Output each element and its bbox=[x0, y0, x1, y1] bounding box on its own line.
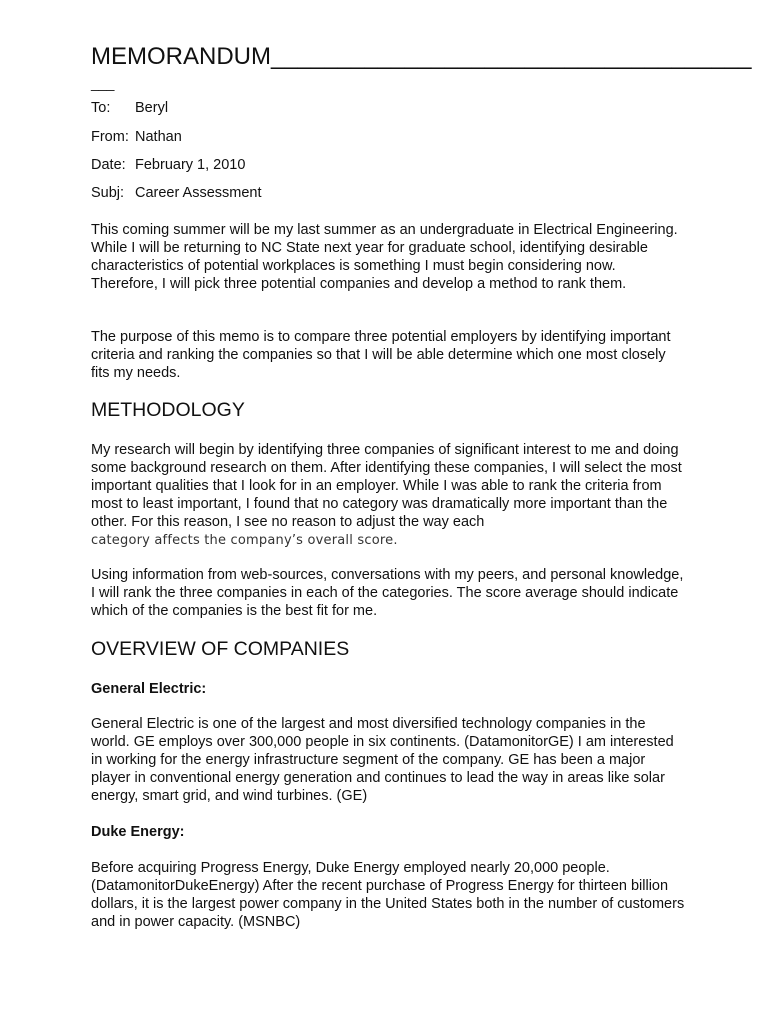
duke-heading: Duke Energy: bbox=[91, 824, 185, 840]
methodology-paragraph-1-main: My research will begin by identifying three companies of significant interest to me and doing some background research on them. After identifying these companies, I will select the most important qualities that I look for in an employer. While I was able to rank the criteria from most to least important, I found that no category was dramatically more important than the other. For this reason, I see no reason to adjust the way each bbox=[91, 442, 682, 530]
intro-paragraph-2: The purpose of this memo is to compare three potential employers by identifying important criteria and ranking the companies so that I will be able determine which one most closely fits my needs. bbox=[91, 329, 671, 381]
overview-heading: OVERVIEW OF COMPANIES bbox=[91, 638, 350, 660]
to-value: Beryl bbox=[135, 100, 169, 116]
ge-heading: General Electric: bbox=[91, 681, 207, 697]
methodology-heading: METHODOLOGY bbox=[91, 399, 245, 421]
header-from-row bbox=[91, 128, 182, 146]
header-subj-row bbox=[91, 184, 262, 202]
methodology-paragraph-1-last-line: category affects the company’s overall score. bbox=[91, 533, 398, 548]
duke-paragraph: Before acquiring Progress Energy, Duke Energy employed nearly 20,000 people. (DatamonitorDukeEnergy) After the recent purchase of Progress Energy for thirteen billion dollars, it is the largest power company in the United States both in the number of customers and in power capacity. (MSNBC) bbox=[91, 860, 685, 930]
methodology-paragraph-1 bbox=[91, 441, 686, 550]
to-label: To: bbox=[91, 100, 111, 116]
date-label: Date: bbox=[91, 157, 126, 173]
ge-paragraph: General Electric is one of the largest and most diversified technology companies in the world. GE employs over 300,000 people in six continents. (DatamonitorGE) I am interested in working for the energy infrastructure segment of the company. GE has been a major player in conventional energy generation and continues to lead the way in areas like solar energy, smart grid, and wind turbines. (GE) bbox=[91, 716, 674, 804]
from-label: From: bbox=[91, 129, 129, 145]
header-date-row bbox=[91, 156, 245, 174]
subj-label: Subj: bbox=[91, 185, 125, 201]
intro-paragraph-1: This coming summer will be my last summer as an undergraduate in Electrical Engineering. While I will be returning to NC State next year for graduate school, identifying desirable characteristics of potential workplaces is something I must begin considering now. Therefore, I will pick three potential companies and develop a method to rank them. bbox=[91, 222, 678, 292]
date-value: February 1, 2010 bbox=[135, 157, 246, 173]
methodology-paragraph-2: Using information from web-sources, conversations with my peers, and personal knowledge, I will rank the three companies in each of the categories. The score average should indicate which of the companies is the best fit for me. bbox=[91, 567, 684, 619]
memo-title-underline-tail: ___ bbox=[91, 75, 115, 91]
subj-value: Career Assessment bbox=[135, 185, 262, 201]
from-value: Nathan bbox=[135, 129, 182, 145]
memo-title: MEMORANDUM____________________________________ bbox=[91, 43, 752, 70]
header-to-row bbox=[91, 99, 168, 117]
